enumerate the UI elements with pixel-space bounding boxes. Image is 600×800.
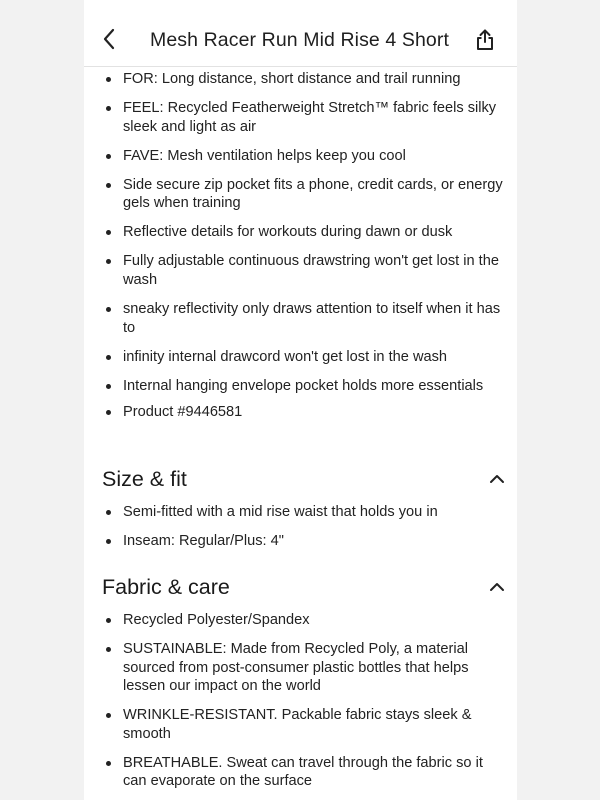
list-item: FOR: Long distance, short distance and trail running (103, 70, 503, 89)
bullet-icon (106, 183, 111, 188)
list-item: Semi-fitted with a mid rise waist that holds you in (103, 503, 503, 522)
list-item: Side secure zip pocket fits a phone, credit cards, or energy gels when training (103, 176, 503, 213)
bullet-icon (106, 106, 111, 111)
bullet-icon (106, 77, 111, 82)
bullet-icon (106, 307, 111, 312)
bullet-icon (106, 761, 111, 766)
share-button[interactable] (472, 27, 498, 53)
list-item: Fully adjustable continuous drawstring won't get lost in the wash (103, 252, 503, 289)
chevron-up-icon (488, 471, 506, 487)
size-fit-section-toggle[interactable] (102, 465, 506, 495)
feature-list (103, 70, 503, 432)
bullet-icon (106, 713, 111, 718)
bullet-icon (106, 230, 111, 235)
list-item: FEEL: Recycled Featherweight Stretch™ fabric feels silky sleek and light as air (103, 99, 503, 136)
chevron-up-icon (488, 579, 506, 595)
section-title: Size & fit (102, 467, 187, 491)
bullet-icon (106, 259, 111, 264)
list-item: infinity internal drawcord won't get lost in the wash (103, 348, 503, 367)
fabric-care-list (103, 611, 503, 800)
fabric-care-section-toggle[interactable] (102, 573, 506, 603)
list-item: SUSTAINABLE: Made from Recycled Poly, a material sourced from post-consumer plastic bottles that helps lessen our impact on the world (103, 640, 503, 696)
bullet-icon (106, 154, 111, 159)
list-item: Reflective details for workouts during dawn or dusk (103, 223, 503, 242)
section-title: Fabric & care (102, 575, 230, 599)
list-item: Product #9446581 (103, 403, 503, 422)
page-title: Mesh Racer Run Mid Rise 4 Short (150, 29, 449, 51)
bullet-icon (106, 384, 111, 389)
list-item: Recycled Polyester/Spandex (103, 611, 503, 630)
list-item: Inseam: Regular/Plus: 4" (103, 532, 503, 551)
list-item: BREATHABLE. Sweat can travel through the fabric so it can evaporate on the surface (103, 754, 503, 791)
bullet-icon (106, 618, 111, 623)
share-icon (472, 27, 498, 53)
bullet-icon (106, 647, 111, 652)
bullet-icon (106, 410, 111, 415)
size-fit-list (103, 503, 503, 561)
list-item: FAVE: Mesh ventilation helps keep you cool (103, 147, 503, 166)
bullet-icon (106, 510, 111, 515)
product-details-page (84, 0, 517, 800)
list-item: sneaky reflectivity only draws attention to itself when it has to (103, 300, 503, 337)
bullet-icon (106, 539, 111, 544)
bullet-icon (106, 355, 111, 360)
back-button[interactable] (96, 22, 122, 56)
list-item: WRINKLE-RESISTANT. Packable fabric stays sleek & smooth (103, 706, 503, 743)
chevron-left-icon (96, 22, 122, 56)
top-nav-bar (84, 0, 517, 67)
list-item: Internal hanging envelope pocket holds more essentials (103, 377, 503, 396)
